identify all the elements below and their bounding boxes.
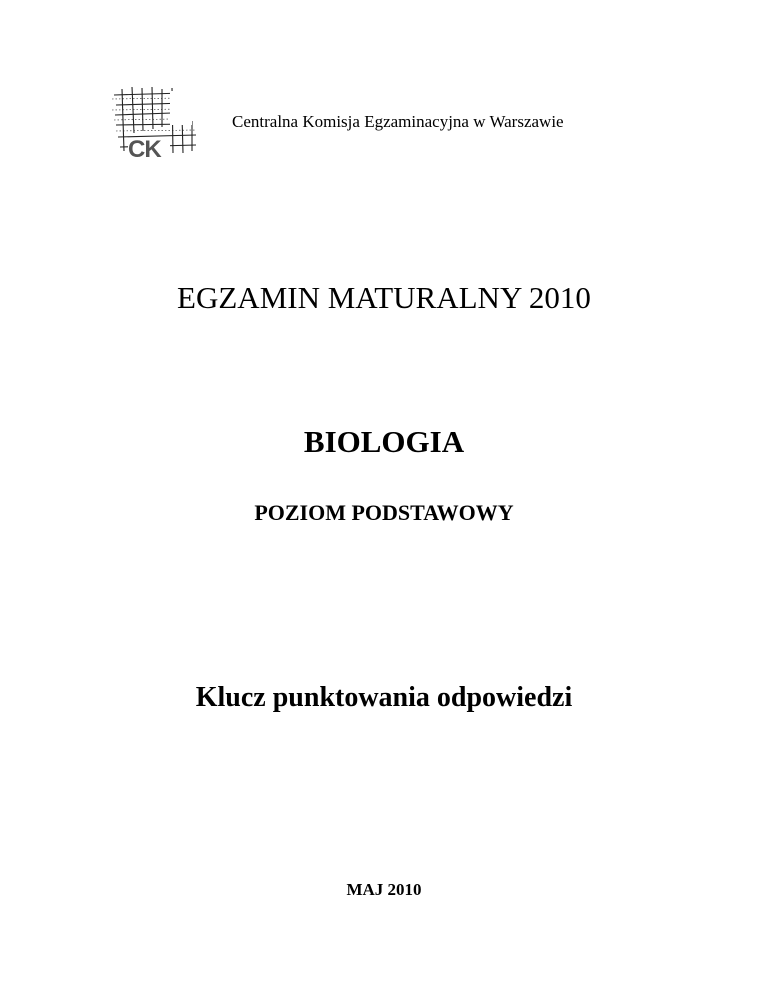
subject-title: BIOLOGIA [303,424,465,459]
exam-title: EGZAMIN MATURALNY 2010 [177,280,591,315]
exam-date: MAJ 2010 [346,880,422,899]
document-title: Klucz punktowania odpowiedzi [195,682,573,713]
level-title: POZIOM PODSTAWOWY [254,500,514,525]
cke-logo-icon [112,85,200,159]
svg-text:CK: CK [128,136,161,159]
institution-name: Centralna Komisja Egzaminacyjna w Warszawie [232,112,564,131]
